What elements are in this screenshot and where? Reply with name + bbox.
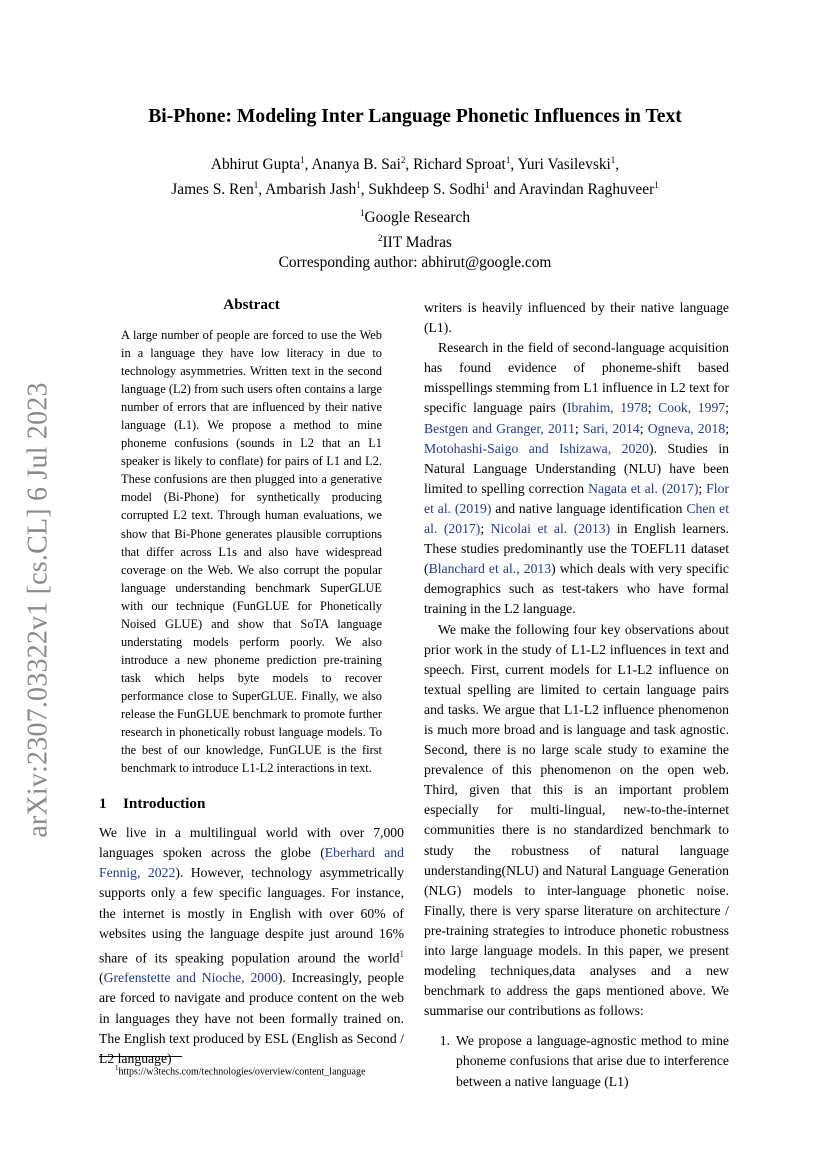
abstract-heading: Abstract — [223, 296, 280, 313]
citation-separator: ; — [698, 480, 707, 496]
author: Ambarish Jash — [265, 181, 357, 199]
arxiv-identifier-text: arXiv:2307.03322v1 [cs.CL] 6 Jul 2023 — [23, 382, 55, 838]
author: Aravindan Raghuveer — [518, 181, 655, 199]
author-affiliation-mark: 2 — [400, 155, 406, 165]
citation-link[interactable]: Nicolai et al. (2013) — [490, 521, 611, 537]
citation-link[interactable]: Motohashi-Saigo and Ishizawa, 2020 — [424, 440, 650, 456]
author: Richard Sproat — [413, 156, 506, 174]
list-item — [424, 1031, 729, 1091]
author-conjunction: and — [493, 181, 516, 199]
citation-separator: ; — [574, 420, 583, 436]
affiliations — [90, 203, 740, 273]
paragraph-text: ) which deals with very specific demographics such as test-takers who have formal training in the L2 language. — [424, 561, 729, 617]
intro-paragraph — [99, 823, 404, 1069]
abstract-text: A large number of people are forced to use the Web in a language they have low literacy in due to technology asymmetries. Written text in the second language (L2) from such users often contains a large number of errors that are influenced by their native language (L1). We propose a method to mine phoneme confusions (sounds in L2 that an L1 speaker is likely to conflate) for pairs of L1 and L2. These confusions are then plugged into a generative model (Bi-Phone) for synthetically producing corrupted L2 text. Through human evaluations, we show that Bi-Phone generates plausible corruptions that differ across L1s and also have widespread coverage on the Web. We also corrupt the popular language understanding benchmark SuperGLUE with our technique (FunGLUE for Phonetically Noised GLUE) and show that SoTA language understating models perform poorly. We also introduce a new phoneme prediction pre-training task which helps byte models to recover performance close to SuperGLUE. Finally, we also release the FunGLUE benchmark to promote further research in phonetically robust language models. To the best of our knowledge, FunGLUE is the first benchmark to introduce L1-L2 interactions in text. — [121, 328, 382, 776]
left-column — [99, 296, 404, 1069]
affiliation: Google Research — [364, 209, 471, 227]
citation-separator: ; — [647, 400, 659, 416]
citation-link[interactable]: Blanchard et al., 2013 — [428, 561, 552, 577]
paragraph-text: We live in a multilingual world with over 7,000 languages spoken across the globe ( — [99, 825, 404, 861]
author-affiliation-mark: 1 — [485, 180, 490, 191]
author: Sukhdeep S. Sodhi — [368, 181, 486, 199]
footnote-marker[interactable]: 1 — [399, 948, 404, 959]
citation-link[interactable]: Chen et al. (2017) — [424, 500, 729, 537]
author-affiliation-mark: 1 — [356, 180, 361, 191]
footnote — [99, 1062, 404, 1078]
paragraph-continued: writers is heavily influenced by their native language (L1). — [424, 300, 729, 336]
author: James S. Ren — [171, 181, 254, 199]
citation-link[interactable]: Flor et al. (2019) — [424, 480, 729, 516]
author-affiliation-mark: 1 — [610, 155, 616, 165]
author-affiliation-mark: 1 — [654, 180, 659, 191]
paragraph-text: ( — [99, 970, 104, 986]
citation-link[interactable]: Bestgen and Granger, 2011 — [424, 420, 575, 436]
citation-link[interactable]: Ogneva, 2018 — [647, 420, 726, 436]
section-heading-introduction — [99, 795, 404, 813]
observations-paragraph: We make the following four key observations about prior work in the study of L1-L2 influences in text and speech. First, current models for L1-L2 influence on textual spelling are limited to certain language pairs and tasks. We argue that L1-L2 influence phenomenon is much more broad and is language and task agnostic. Second, there is no large scale study to examine the prevalence of this phenomenon on the open web. Third, given that this is an important problem especially for multi-lingual, new-to-the-internet communities there is no standardized benchmark to study the robustness of natural language understanding(NLU) and Natural Language Generation (NLG) models to inter-language phonetic noise. Finally, there is very sparse literature on architecture / pre-training strategies to introduce phonetic robustness into large language models. In this paper, we present modeling techniques,data analyses and a new benchmark to address the gaps mentioned above. We summarise our contributions as follows: — [424, 621, 729, 1019]
citation-link[interactable]: Grefenstette and Nioche, 2000 — [103, 970, 278, 986]
citation-link[interactable]: Eberhard and Fennig, 2022 — [99, 845, 404, 881]
related-work-paragraph — [424, 338, 729, 619]
footnote-divider — [99, 1056, 182, 1057]
section-number: 1 — [99, 795, 107, 813]
footnote-url[interactable]: https://w3techs.com/technologies/overview/content_language — [118, 1066, 366, 1078]
footnote-mark: 1 — [115, 1064, 119, 1072]
citation-separator: ; — [639, 420, 648, 436]
corresponding-author: Corresponding author: abhirut@google.com — [278, 254, 552, 272]
arxiv-identifier — [20, 380, 58, 840]
citation-separator: ; — [725, 420, 729, 436]
citation-separator: ; — [480, 521, 491, 537]
author-affiliation-mark: 1 — [253, 180, 259, 191]
author: Abhirut Gupta — [210, 156, 301, 174]
author-affiliation-mark: 1 — [505, 155, 511, 165]
paragraph-text: Research in the field of second-language acquisition has found evidence of phoneme-shift based misspellings stemming from L1 influence in L2 text for specific language pairs ( — [424, 340, 729, 416]
affiliation: IIT Madras — [382, 234, 452, 252]
paragraph-text: ). Studies in Natural Language Understanding (NLU) have been limited to spelling correction — [424, 440, 729, 496]
citation-link[interactable]: Ibrahim, 1978 — [566, 400, 648, 416]
paragraph-text: ). However, technology asymmetrically supports only a few specific languages. For instance, the internet is mostly in English with over 60% of websites using the language despite just around 16% share of its speaking population around the world — [99, 865, 404, 966]
paper-title: Bi-Phone: Modeling Inter Language Phonetic Influences in Text — [148, 106, 682, 127]
list-marker: 1. — [439, 1033, 450, 1049]
citation-link[interactable]: Cook, 1997 — [658, 400, 726, 416]
author-affiliation-mark: 1 — [300, 155, 305, 165]
paragraph-text: in English learners. These studies predominantly use the TOEFL11 dataset ( — [424, 521, 730, 577]
citation-link[interactable]: Nagata et al. (2017) — [588, 480, 699, 496]
author-list: Abhirut Gupta$^1$, Ananya B. Sai$^2$, Richard Sproat$^1$, Yuri Vasilevski$^1$, James S. Ren$^1$, Ambarish Jash$^1$, Sukhdeep S. Sodhi$^1$ and Aravindan Raghuveer$^1$ — [171, 155, 659, 199]
affiliation-mark: 2 — [378, 233, 383, 244]
citation-separator: ; — [725, 400, 729, 416]
author: Ananya B. Sai — [311, 156, 401, 174]
paragraph-text: and native language identification — [491, 500, 687, 516]
affiliation-mark: 1 — [359, 208, 365, 218]
author: Yuri Vasilevski — [517, 156, 611, 174]
section-title: Introduction — [123, 795, 206, 813]
citation-link[interactable]: Sari, 2014 — [582, 420, 640, 436]
contributions-list — [424, 1031, 729, 1091]
right-column — [424, 298, 729, 1092]
list-item-text: We propose a language-agnostic method to mine phoneme confusions that arise due to interference between a native language (L1) — [456, 1033, 729, 1089]
paragraph-text: ). Increasingly, people are forced to navigate and produce content on the web in languages they have not been formally trained on. The English text produced by ESL (English as Second / L2 language) — [99, 970, 404, 1066]
